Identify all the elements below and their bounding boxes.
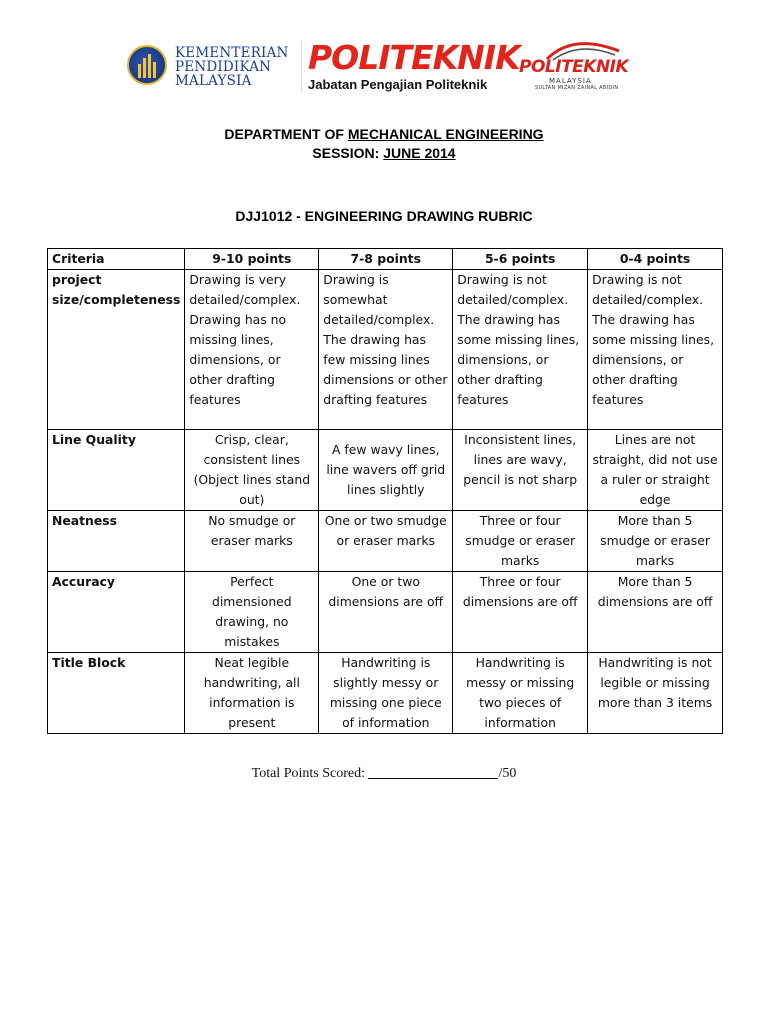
session-value: JUNE 2014 [383, 145, 456, 161]
table-cell: Three or four smudge or eraser marks [453, 511, 588, 572]
table-cell: Drawing is very detailed/complex. Drawing has no missing lines, dimensions, or other drafting features [185, 270, 319, 430]
table-cell: A few wavy lines, line wavers off grid lines slightly [319, 430, 453, 511]
header-7-8-points: 7-8 points [319, 249, 453, 270]
table-cell: More than 5 smudge or eraser marks [588, 511, 723, 572]
table-cell: Crisp, clear, consistent lines (Object lines stand out) [185, 430, 319, 511]
session-prefix: SESSION: [312, 145, 384, 161]
total-points-line [0, 765, 768, 782]
header-0-4-points: 0-4 points [588, 249, 723, 270]
table-cell: Handwriting is slightly messy or missing one piece of information [319, 653, 453, 734]
header-criteria: Criteria [48, 249, 185, 270]
rubric-title: DJJ1012 - ENGINEERING DRAWING RUBRIC [235, 208, 533, 224]
total-points-max: /50 [498, 766, 517, 781]
table-cell: Lines are not straight, did not use a ruler or straight edge [588, 430, 723, 511]
table-cell: More than 5 dimensions are off [588, 572, 723, 653]
criterion-line-quality: Line Quality [48, 430, 185, 511]
table-cell: Drawing is not detailed/complex. The drawing has some missing lines, dimensions, or other drafting features [453, 270, 588, 430]
politeknik-logo [301, 38, 520, 93]
politeknik-wordmark: POLITEKNIK [308, 38, 520, 77]
table-cell: Drawing is not detailed/complex. The drawing has some missing lines, dimensions, or other drafting features [588, 270, 723, 430]
session-heading [0, 145, 768, 161]
criterion-title-block: Title Block [48, 653, 185, 734]
table-cell: One or two smudge or eraser marks [319, 511, 453, 572]
table-row [48, 511, 723, 572]
table-cell: Neat legible handwriting, all information is present [185, 653, 319, 734]
politeknik-subtitle: Jabatan Pengajian Politeknik [308, 77, 488, 92]
table-cell: Three or four dimensions are off [453, 572, 588, 653]
politeknik-campus-logo [513, 39, 643, 93]
table-cell: No smudge or eraser marks [185, 511, 319, 572]
department-name: MECHANICAL ENGINEERING [347, 126, 544, 142]
table-cell: Inconsistent lines, lines are wavy, pencil is not sharp [453, 430, 588, 511]
table-cell: Drawing is somewhat detailed/complex. The drawing has few missing lines dimensions or other drafting features [319, 270, 453, 430]
table-cell: Handwriting is not legible or missing more than 3 items [588, 653, 723, 734]
table-row [48, 653, 723, 734]
criterion-project-size: project size/completeness [48, 270, 185, 430]
kpm-crest-icon [127, 45, 167, 85]
department-prefix: DEPARTMENT OF [224, 126, 348, 142]
header-9-10-points: 9-10 points [185, 249, 319, 270]
header-5-6-points: 5-6 points [453, 249, 588, 270]
criterion-neatness: Neatness [48, 511, 185, 572]
table-row [48, 270, 723, 430]
logo-banner [123, 37, 645, 95]
politeknik-small-country: MALAYSIA [549, 77, 592, 85]
total-points-label: Total Points Scored: [251, 766, 369, 781]
department-heading [0, 126, 768, 142]
criterion-accuracy: Accuracy [48, 572, 185, 653]
table-cell: Perfect dimensioned drawing, no mistakes [185, 572, 319, 653]
politeknik-small-wordmark: POLITEKNIK [519, 57, 629, 77]
table-row [48, 572, 723, 653]
politeknik-small-campus: SULTAN MIZAN ZAINAL ABIDIN [535, 85, 619, 91]
table-cell: One or two dimensions are off [319, 572, 453, 653]
rubric-table [47, 248, 723, 734]
total-points-blank[interactable] [368, 765, 498, 779]
table-row [48, 430, 723, 511]
table-cell: Handwriting is messy or missing two pieces of information [453, 653, 588, 734]
kpm-wordmark: KEMENTERIAN PENDIDIKAN MALAYSIA [175, 45, 289, 89]
kpm-logo [123, 42, 298, 90]
table-header-row [48, 249, 723, 270]
